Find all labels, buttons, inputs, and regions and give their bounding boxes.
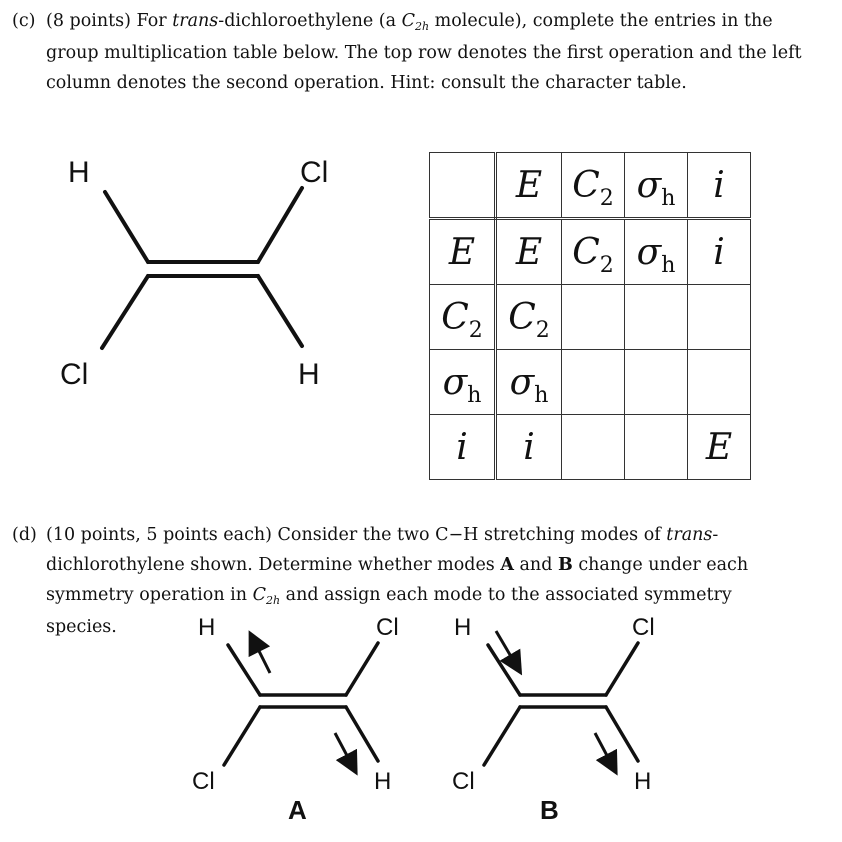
cell-e-sigma-h: $\sigma_h$ [625,219,688,285]
cell-sigma-h-sigma-h[interactable] [625,350,688,415]
part-c-label: (c) [12,11,36,31]
mode-a-atom-cl-bottom: Cl [192,768,215,795]
arrow-mode-b-bottom [595,733,612,765]
cell-e-c2: $C_2$ [562,219,625,285]
cell-sigma-h-i[interactable] [688,350,751,415]
part-d-rest2: change under each symmetry operation in [46,555,749,605]
part-d-rest1: -dichlorothylene shown. Determine whether modes [46,525,719,575]
mode-b-label: B [540,795,559,825]
cell-i-i: E [688,415,751,480]
row-label-e: E [430,219,496,285]
atom-h-bottom: H [298,358,320,391]
bond-cl-top [258,188,302,262]
part-d-molecule: trans [666,525,713,545]
header-sigma-h: $\sigma_h$ [625,153,688,219]
mode-b-atom-h-top: H [454,614,472,641]
part-d-rest3: and assign each mode to the associated symmetry species. [46,585,732,637]
part-c-intro: (8 points) For [46,11,173,31]
arrow-mode-a-bottom [335,733,352,765]
part-c-rest2: molecule), complete the entries in the group multiplication table below. The top row denotes the first operation and the left column denotes the second operation. Hint: consult the character table. [46,11,802,93]
part-d-mode-a: A [500,555,514,575]
cell-i-c2[interactable] [562,415,625,480]
table-row [430,350,751,415]
cell-c2-sigma-h[interactable] [625,285,688,350]
arrow-mode-a-top [254,641,270,673]
table-header-row [430,153,751,219]
part-c-molecule: trans [172,11,219,31]
mode-a-atom-h-bottom: H [374,768,392,795]
cell-e-e: E [496,219,562,285]
row-label-i: i [430,415,496,480]
table-corner [430,153,496,219]
bond-h-bottom [258,276,302,346]
bond-cl-bottom [102,276,148,348]
atom-cl-top: Cl [300,156,329,189]
row-label-c2: $C_2$ [430,285,496,350]
part-c-group: C [401,11,416,31]
atom-h-top: H [68,156,90,189]
mode-a-label: A [288,795,307,825]
atom-cl-bottom: Cl [60,358,89,391]
header-i: i [688,153,751,219]
part-c-rest1: -dichloroethylene (a [218,11,402,31]
mode-a-atom-cl-top: Cl [376,614,399,641]
cell-i-sigma-h[interactable] [625,415,688,480]
part-d-group-sub: 2h [265,594,281,607]
trans-dichloroethylene-diagram [40,140,370,400]
part-c-group-sub: 2h [415,20,430,33]
cell-c2-i[interactable] [688,285,751,350]
part-c-text [12,6,807,98]
part-d-mode-b: B [557,555,573,575]
table-row [430,285,751,350]
header-e: E [496,153,562,219]
mode-b-atom-cl-bottom: Cl [452,768,475,795]
bond-h-top [105,192,148,262]
cell-e-i: i [688,219,751,285]
mode-b-diagram [440,605,680,835]
part-d-and: and [513,555,558,575]
cell-i-e: i [496,415,562,480]
mode-a-atom-h-top: H [198,614,216,641]
header-c2: $C_2$ [562,153,625,219]
row-label-sigma-h: $\sigma_h$ [430,350,496,415]
cell-c2-c2[interactable] [562,285,625,350]
cell-sigma-h-c2[interactable] [562,350,625,415]
mode-b-atom-cl-top: Cl [632,614,655,641]
mode-a-diagram [180,605,420,835]
table-row [430,415,751,480]
part-d-group: C [252,585,266,605]
cell-c2-e: $C_2$ [496,285,562,350]
part-d-label: (d) [12,525,37,545]
cell-sigma-h-e: $\sigma_h$ [496,350,562,415]
mode-b-atom-h-bottom: H [634,768,652,795]
table-row [430,219,751,285]
part-d-intro: (10 points, 5 points each) Consider the two C−H stretching modes of [46,525,667,545]
multiplication-table [429,152,751,480]
